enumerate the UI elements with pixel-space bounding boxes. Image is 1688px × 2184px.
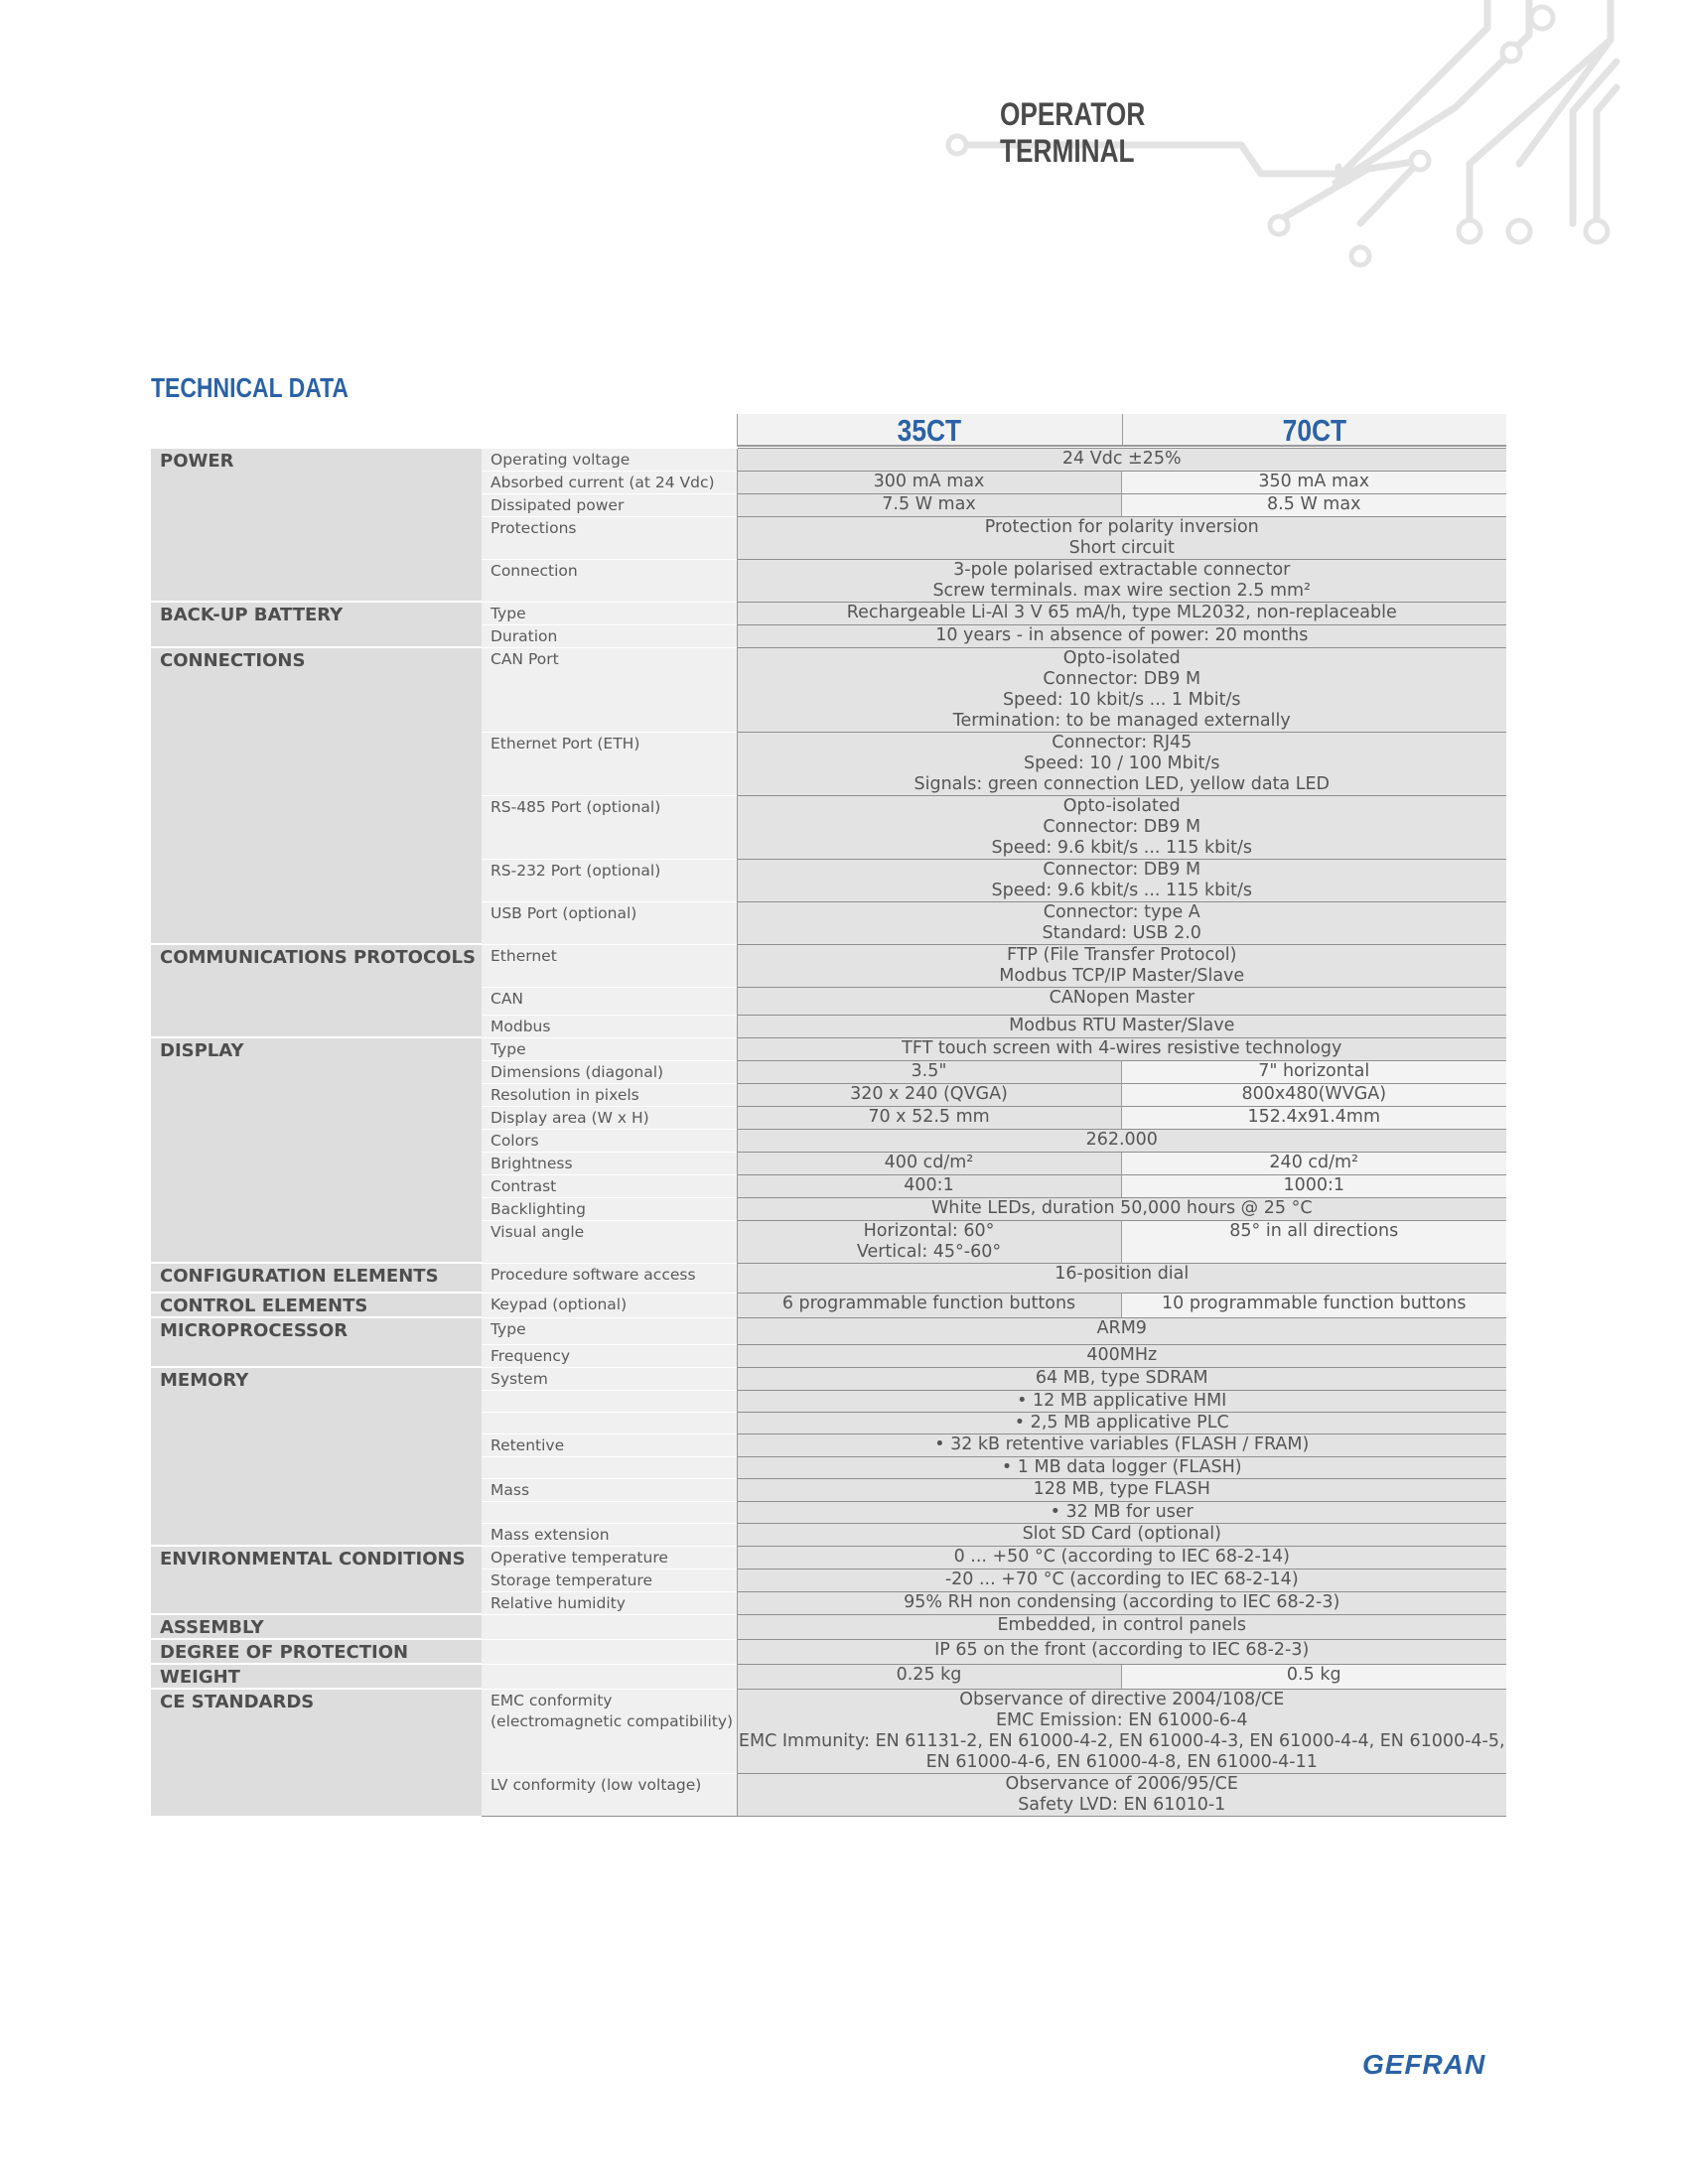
value-cell-35ct: 320 x 240 (QVGA) [737,1083,1121,1106]
value-cell-35ct: Horizontal: 60° Vertical: 45°-60° [737,1220,1121,1263]
value-cell-35ct: 300 mA max [737,471,1121,493]
parameter-label: Type [482,1037,737,1060]
value-cell: FTP (File Transfer Protocol) Modbus TCP/IP Master/Slave [737,944,1506,987]
value-cell: 400MHz [737,1344,1506,1367]
value-cell: 3-pole polarised extractable connector Screw terminals. max wire section 2.5 mm² [737,559,1506,602]
value-cell: White LEDs, duration 50,000 hours @ 25 °C [737,1197,1506,1220]
parameter-label: Operative temperature [482,1546,737,1569]
value-cell-35ct: 7.5 W max [737,493,1121,516]
value-cell: 95% RH non condensing (according to IEC 68-2-3) [737,1591,1506,1614]
parameter-label: Duration [482,624,737,647]
group-label: CONTROL ELEMENTS [151,1293,482,1317]
table-row [151,1639,1506,1664]
parameter-label: Visual angle [482,1220,737,1263]
model-column-70ct: 70CT [1122,414,1507,447]
value-cell: Slot SD Card (optional) [737,1523,1506,1546]
table-row [151,602,1506,624]
value-cell: Opto-isolated Connector: DB9 M Speed: 9.6 kbit/s ... 115 kbit/s [737,795,1506,859]
parameter-label: Brightness [482,1152,737,1174]
value-cell: 0 ... +50 °C (according to IEC 68-2-14) [737,1546,1506,1569]
value-cell-35ct: 3.5" [737,1060,1121,1083]
value-cell: Opto-isolated Connector: DB9 M Speed: 10 kbit/s ... 1 Mbit/s Termination: to be managed externally [737,647,1506,732]
parameter-label: CAN [482,987,737,1015]
value-cell-35ct: 70 x 52.5 mm [737,1106,1121,1129]
group-label: DEGREE OF PROTECTION [151,1639,482,1664]
parameter-label: Frequency [482,1344,737,1367]
table-row [151,448,1506,471]
section-title: TECHNICAL DATA [151,372,349,403]
parameter-label [482,1412,737,1433]
value-cell-35ct: 0.25 kg [737,1664,1121,1689]
parameter-label: Modbus [482,1015,737,1037]
value-cell: 262.000 [737,1129,1506,1152]
parameter-label: Retentive [482,1433,737,1456]
parameter-label: CAN Port [482,647,737,732]
parameter-label: Dissipated power [482,493,737,516]
value-cell: CANopen Master [737,987,1506,1015]
value-cell: Connector: type A Standard: USB 2.0 [737,901,1506,944]
value-cell-70ct: 7" horizontal [1121,1060,1506,1083]
value-cell: Observance of directive 2004/108/CE EMC Emission: EN 61000-6-4 EMC Immunity: EN 61131-2, EN 61000-4-2, EN 61000-4-3, EN 61000-4-4, EN 61000-4-5, EN 61000-4-6, EN 61000-4-8, EN 61000-4-11 [738,1689,1505,1772]
value-cell: 24 Vdc ±25% [737,448,1506,471]
group-label: MICROPROCESSOR [151,1317,482,1367]
group-label: CONFIGURATION ELEMENTS [151,1263,482,1293]
table-row [151,1317,1506,1344]
table-row [151,1614,1506,1639]
value-cell: Rechargeable Li-Al 3 V 65 mA/h, type ML2032, non-replaceable [737,602,1506,624]
parameter-label [482,1639,737,1664]
value-cell-35ct: 6 programmable function buttons [737,1293,1121,1317]
value-cell: 16-position dial [737,1263,1506,1293]
table-row [151,944,1506,987]
group-label: MEMORY [151,1367,482,1546]
value-cell: • 32 kB retentive variables (FLASH / FRAM) [737,1433,1506,1456]
parameter-label: Keypad (optional) [482,1293,737,1317]
parameter-label: USB Port (optional) [482,901,737,944]
value-cell: -20 ... +70 °C (according to IEC 68-2-14) [737,1569,1506,1591]
group-label: ENVIRONMENTAL CONDITIONS [151,1546,482,1614]
table-row [151,1664,1506,1689]
parameter-label [482,1614,737,1639]
document-title: OPERATOR TERMINAL [1000,96,1146,169]
gefran-logo: GEFRAN [1362,2049,1486,2080]
parameter-label: RS-485 Port (optional) [482,795,737,859]
parameter-label: Colors [482,1129,737,1152]
value-cell-70ct: 800x480(WVGA) [1121,1083,1506,1106]
value-cell: • 12 MB applicative HMI [737,1390,1506,1412]
value-cell-70ct: 10 programmable function buttons [1121,1293,1506,1317]
group-label: ASSEMBLY [151,1614,482,1639]
value-cell-70ct: 85° in all directions [1121,1220,1506,1263]
value-cell-70ct: 8.5 W max [1121,493,1506,516]
parameter-label: System [482,1367,737,1390]
parameter-label: Display area (W x H) [482,1106,737,1129]
value-cell: 10 years - in absence of power: 20 months [737,624,1506,647]
value-cell: Embedded, in control panels [737,1614,1506,1639]
value-cell: Connector: RJ45 Speed: 10 / 100 Mbit/s Signals: green connection LED, yellow data LED [737,732,1506,795]
parameter-label: EMC conformity (electromagnetic compatibility) [482,1689,737,1773]
table-row [151,1367,1506,1390]
table-row [151,1293,1506,1317]
table-row [151,1263,1506,1293]
parameter-label [482,1501,737,1523]
parameter-label: Ethernet Port (ETH) [482,732,737,795]
parameter-label: Type [482,1317,737,1344]
value-cell-70ct: 0.5 kg [1121,1664,1506,1689]
parameter-label: Mass extension [482,1523,737,1546]
value-cell-35ct: 400:1 [737,1174,1121,1197]
value-cell: TFT touch screen with 4-wires resistive technology [737,1037,1506,1060]
parameter-label: Absorbed current (at 24 Vdc) [482,471,737,493]
value-cell: • 1 MB data logger (FLASH) [737,1456,1506,1478]
parameter-label [482,1390,737,1412]
parameter-label: Procedure software access [482,1263,737,1293]
value-cell: Observance of 2006/95/CE Safety LVD: EN 61010-1 [737,1773,1506,1816]
parameter-label: Protections [482,516,737,559]
model-column-35ct: 35CT [737,414,1122,447]
group-label: DISPLAY [151,1037,482,1263]
value-cell-70ct: 240 cd/m² [1121,1152,1506,1174]
value-cell-70ct: 350 mA max [1121,471,1506,493]
parameter-label: Relative humidity [482,1591,737,1614]
parameter-label: Dimensions (diagonal) [482,1060,737,1083]
parameter-label: Ethernet [482,944,737,987]
parameter-label: Connection [482,559,737,602]
table-row [151,1037,1506,1060]
value-cell: • 32 MB for user [737,1501,1506,1523]
parameter-label: RS-232 Port (optional) [482,859,737,901]
value-cell: ARM9 [737,1317,1506,1344]
parameter-label: Operating voltage [482,448,737,471]
value-cell: Connector: DB9 M Speed: 9.6 kbit/s ... 115 kbit/s [737,859,1506,901]
value-cell-70ct: 152.4x91.4mm [1121,1106,1506,1129]
value-cell-35ct: 400 cd/m² [737,1152,1121,1174]
technical-data-table [151,447,1506,1817]
value-cell: Modbus RTU Master/Slave [737,1015,1506,1037]
value-cell: 128 MB, type FLASH [737,1478,1506,1501]
table-row [151,1689,1506,1773]
parameter-label: Storage temperature [482,1569,737,1591]
group-label: CE STANDARDS [151,1689,482,1816]
parameter-label: Backlighting [482,1197,737,1220]
parameter-label: Type [482,602,737,624]
group-label: COMMUNICATIONS PROTOCOLS [151,944,482,1037]
parameter-label [482,1456,737,1478]
parameter-label: LV conformity (low voltage) [482,1773,737,1816]
parameter-label [482,1664,737,1689]
table-row [151,647,1506,732]
value-cell: • 2,5 MB applicative PLC [737,1412,1506,1433]
parameter-label: Mass [482,1478,737,1501]
group-label: POWER [151,448,482,602]
model-header [737,414,1506,447]
group-label: CONNECTIONS [151,647,482,944]
value-cell: Protection for polarity inversion Short circuit [737,516,1506,559]
parameter-label: Resolution in pixels [482,1083,737,1106]
value-cell: IP 65 on the front (according to IEC 68-2-3) [737,1639,1506,1664]
group-label: WEIGHT [151,1664,482,1689]
group-label: BACK-UP BATTERY [151,602,482,647]
value-cell: 64 MB, type SDRAM [737,1367,1506,1390]
circuit-decoration [0,0,1688,278]
value-cell-70ct: 1000:1 [1121,1174,1506,1197]
table-row [151,1546,1506,1569]
parameter-label: Contrast [482,1174,737,1197]
